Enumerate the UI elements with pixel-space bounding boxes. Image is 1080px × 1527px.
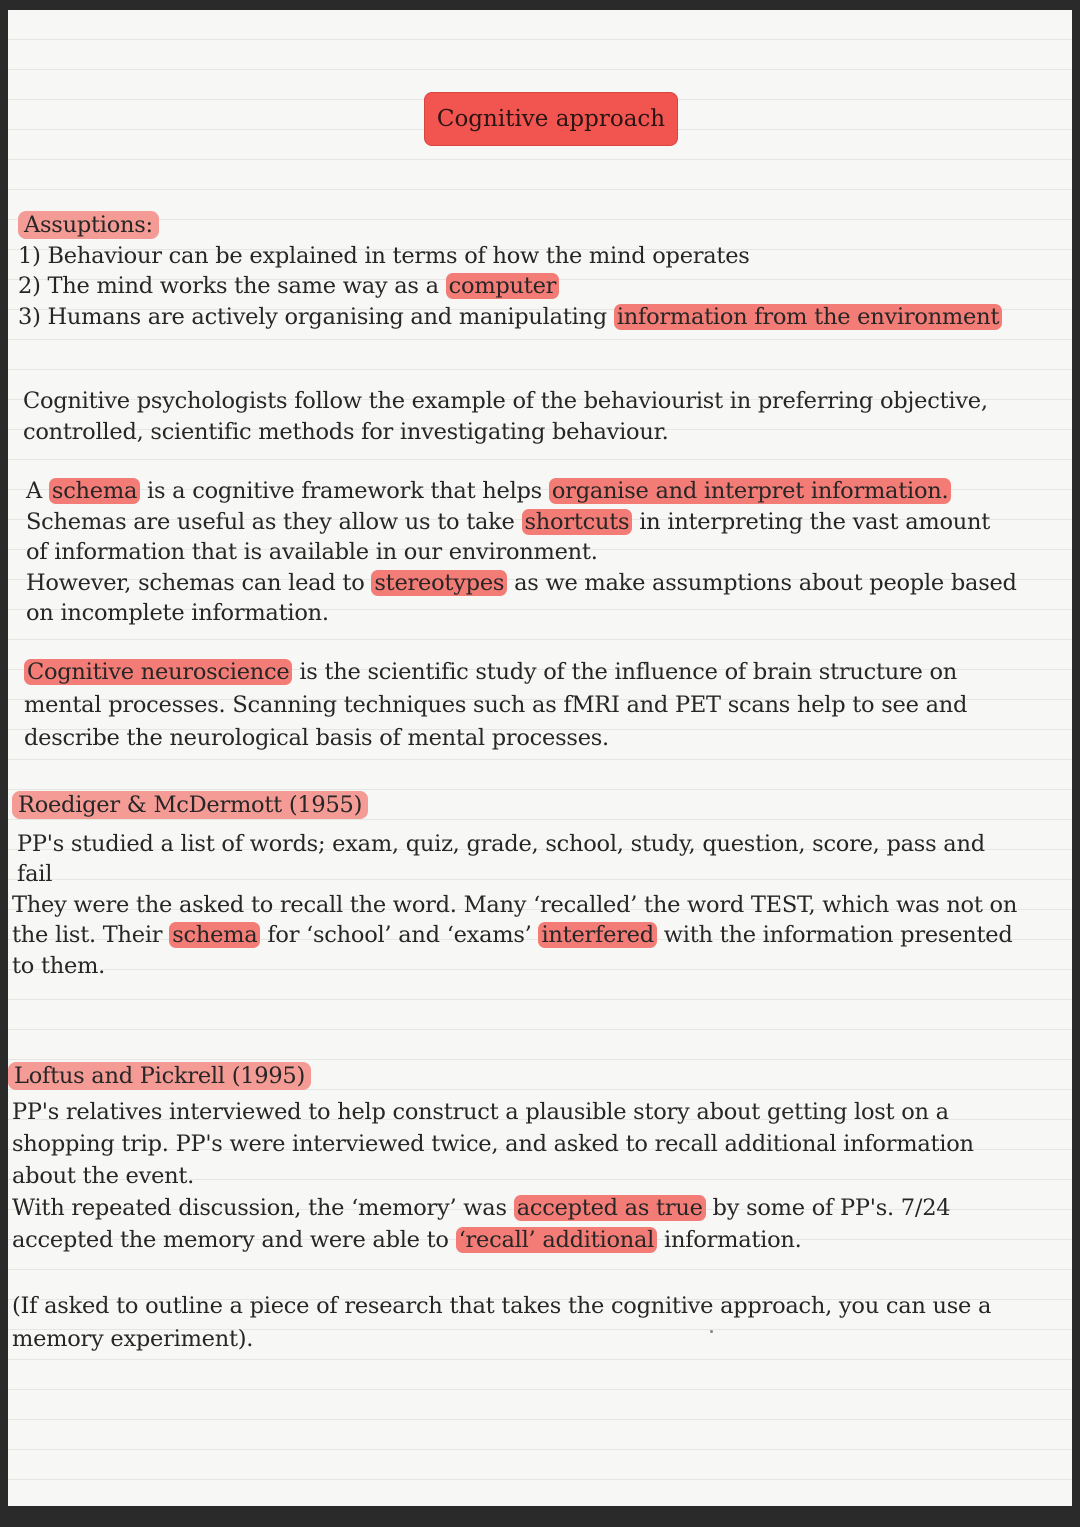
research-note: (If asked to outline a piece of research that takes the cognitive approach, you can use a memory experiment). [12,1293,992,1352]
methods-paragraph: Cognitive psychologists follow the example of the behaviourist in preferring objective, controlled, scientific methods for investigating behaviour. [23,388,988,445]
highlight-schema-2: schema [169,922,260,948]
highlight-interfered: interfered [538,922,656,948]
notes-page [8,10,1072,1506]
assumption-item-3: 3) Humans are actively organising and manipulating information from the environment [18,302,1002,333]
highlight-cognitive-neuroscience: Cognitive neuroscience [24,659,292,685]
assumption-item-2: 2) The mind works the same way as a computer [18,271,1002,302]
schema-paragraph: A schema is a cognitive framework that helps organise and interpret information. Schemas are useful as they allow us to take shortcuts in interpreting the vast amount of information that is available in our environment. However, schemas can lead to stereotypes as we make assumptions about people based on incomplete information. [26,478,1017,626]
highlight-schema: schema [49,478,140,504]
highlight-organise-interpret: organise and interpret information. [549,478,952,504]
page-title [424,92,678,146]
pen-dot [710,1330,713,1333]
highlight-shortcuts: shortcuts [522,509,633,535]
assumptions-heading: Assuptions: [18,211,159,239]
loftus-section: Loftus and Pickrell (1995) PP's relatives interviewed to help construct a plausible story about getting lost on a shopping trip. PP's were interviewed twice, and asked to recall additional information about the event. With repeated discussion, the ‘memory’ was accepted as true by some of PP's. 7/24 accepted the memory and were able to ‘recall’ additional information. [8,1060,974,1256]
highlight-stereotypes: stereotypes [371,570,507,596]
highlight-accepted-as-true: accepted as true [514,1195,706,1221]
roediger-heading: Roediger & McDermott (1955) [12,791,368,819]
highlight-recall-additional: ‘recall’ additional [456,1227,658,1253]
page-title-text: Cognitive approach [436,106,666,132]
highlight-information-environment: information from the environment [614,304,1002,330]
loftus-heading: Loftus and Pickrell (1995) [8,1062,311,1090]
highlight-computer: computer [446,273,560,299]
neuroscience-paragraph: Cognitive neuroscience is the scientific study of the influence of brain structure on mental processes. Scanning techniques such as fMRI and PET scans help to see and describe the neurological basis of mental processes. [24,659,968,751]
assumptions-section [18,210,1002,332]
assumption-item-1: 1) Behaviour can be explained in terms of how the mind operates [18,242,750,269]
roediger-section: Roediger & McDermott (1955) PP's studied a list of words; exam, quiz, grade, school, study, question, score, pass and fail They were the asked to recall the word. Many ‘recalled’ the word TEST, which was not on the list. Their schema for ‘school’ and ‘exams’ interfered with the information presented to them. [12,792,1018,979]
